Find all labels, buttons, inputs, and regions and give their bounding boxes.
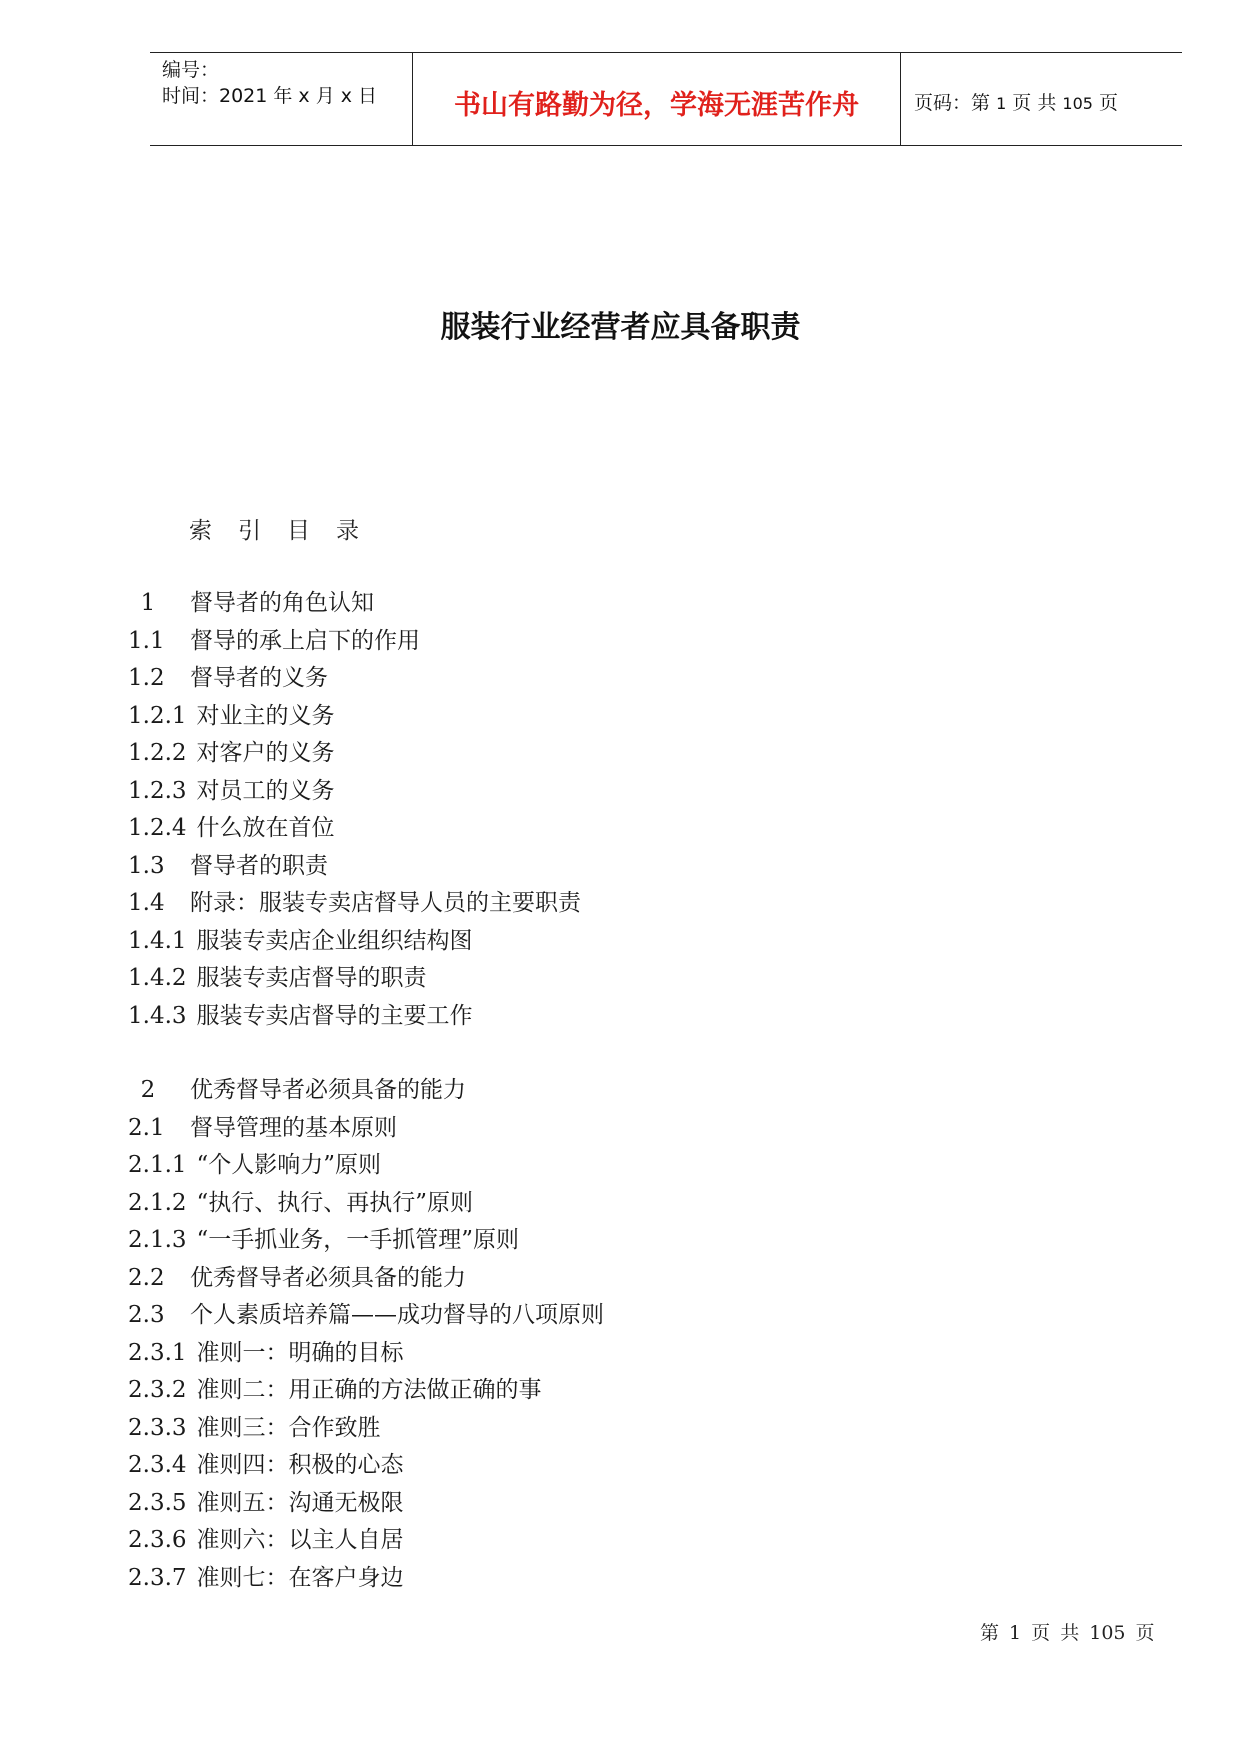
toc-item [128,1410,1028,1448]
toc-item-number: 1.4.3 [128,1002,187,1029]
toc-item-number: 2 [140,1077,156,1103]
toc-item-text: 督导者的义务 [190,665,328,691]
toc-item-text: 督导管理的基本原则 [190,1114,397,1141]
page-suffix: 页 [1098,92,1118,114]
toc-item [128,773,1028,811]
toc-item-text: 服装专卖店督导的主要工作 [196,1002,473,1029]
toc-item-number: 2.1.3 [128,1227,187,1253]
toc-item-text: 优秀督导者必须具备的能力 [190,1077,466,1103]
toc-item [128,1297,1028,1335]
toc-item [128,848,1028,886]
code-label: 编号： [162,59,220,81]
toc-item-text: 对业主的义务 [196,702,335,729]
toc-item [128,1447,1028,1485]
toc-item [128,1072,1028,1110]
toc-item-text: 督导的承上启下的作用 [190,627,420,654]
header-motto: 书山有路勤为径，学海无涯苦作舟 [454,90,859,121]
toc-item-number: 2.3.4 [128,1452,187,1478]
toc-item-text: 优秀督导者必须具备的能力 [190,1264,466,1291]
toc-item-text: “执行、执行、再执行”原则 [196,1189,474,1216]
toc-item [128,960,1028,998]
toc-item [128,1110,1028,1148]
toc-item-number: 2.3.1 [128,1339,187,1366]
toc-item-number: 2.1.2 [128,1189,187,1216]
toc-item [128,810,1028,848]
toc-item-number: 1.4.1 [128,927,187,954]
page-current: 1 [996,94,1007,113]
toc-item-number: 1.1 [128,627,165,654]
toc-item-number: 1.4.2 [128,965,187,991]
toc-item [128,1485,1028,1523]
toc-item [128,1522,1028,1560]
toc-item [128,885,1028,923]
toc-item-text: 附录：服装专卖店督导人员的主要职责 [190,890,581,916]
toc-item-text: 对员工的义务 [196,777,335,804]
toc-item-text: 准则六：以主人自居 [196,1527,404,1553]
table-of-contents [128,585,1028,1597]
toc-item [128,1372,1028,1410]
toc-item-number: 1 [140,590,156,616]
toc-item [128,585,1028,623]
toc-item [128,1185,1028,1223]
toc-item-text: 准则七：在客户身边 [196,1564,404,1591]
toc-item-text: 准则二：用正确的方法做正确的事 [196,1377,542,1403]
date-label: 时间：2021 年 x 月 x 日 [162,85,378,107]
toc-item [128,1560,1028,1598]
toc-item [128,735,1028,773]
toc-item [128,1260,1028,1298]
toc-item-number: 1.2.3 [128,777,187,804]
toc-item-number: 1.2.4 [128,815,187,841]
toc-item-text: 督导者的职责 [190,852,328,879]
toc-item-number: 1.2.1 [128,702,187,729]
toc-item-number: 2.3.5 [128,1489,187,1516]
toc-gap [128,1035,1028,1072]
toc-heading: 索引目录 [189,518,385,544]
page-footer: 第 1 页 共 105 页 [980,1622,1155,1644]
toc-item [128,923,1028,961]
toc-item-number: 2.3 [128,1302,165,1328]
toc-item-number: 1.4 [128,890,165,916]
header-page-number [914,88,1118,115]
toc-item-number: 2.3.7 [128,1564,187,1591]
page-mid: 页 共 [1012,92,1057,114]
toc-item-number: 1.3 [128,852,165,879]
toc-item-text: 什么放在首位 [196,815,335,841]
toc-item [128,1335,1028,1373]
page-header [150,52,1182,146]
toc-item-number: 2.1.1 [128,1152,187,1178]
toc-item-number: 2.3.3 [128,1414,187,1441]
toc-item-text: 服装专卖店督导的职责 [196,965,427,991]
toc-item-text: 准则一：明确的目标 [196,1339,404,1366]
toc-item [128,623,1028,661]
toc-item-text: 准则三：合作致胜 [196,1414,381,1441]
toc-item-number: 2.3.2 [128,1377,187,1403]
toc-item-number: 1.2 [128,665,165,691]
header-divider [900,53,901,145]
toc-item-text: 服装专卖店企业组织结构图 [196,927,473,954]
page-prefix: 页码：第 [914,92,991,114]
toc-item-text: 个人素质培养篇——成功督导的八项原则 [190,1302,604,1328]
toc-item-text: “个人影响力”原则 [196,1152,382,1178]
header-meta [162,57,377,109]
toc-item-text: 准则五：沟通无极限 [196,1489,404,1516]
toc-item-text: “一手抓业务，一手抓管理”原则 [196,1227,520,1253]
toc-item-text: 准则四：积极的心态 [196,1452,404,1478]
toc-item-number: 2.1 [128,1114,165,1141]
toc-item-text: 对客户的义务 [196,740,335,766]
toc-item-number: 1.2.2 [128,740,187,766]
toc-item-number: 2.3.6 [128,1527,187,1553]
toc-item-text: 督导者的角色认知 [190,590,374,616]
toc-item [128,1222,1028,1260]
toc-section-2 [128,1072,1028,1597]
toc-item [128,660,1028,698]
toc-item [128,1147,1028,1185]
toc-item-number: 2.2 [128,1264,165,1291]
toc-section-1 [128,585,1028,1035]
page-total: 105 [1062,94,1093,113]
toc-item [128,698,1028,736]
document-title: 服装行业经营者应具备职责 [440,310,801,345]
toc-item [128,998,1028,1036]
